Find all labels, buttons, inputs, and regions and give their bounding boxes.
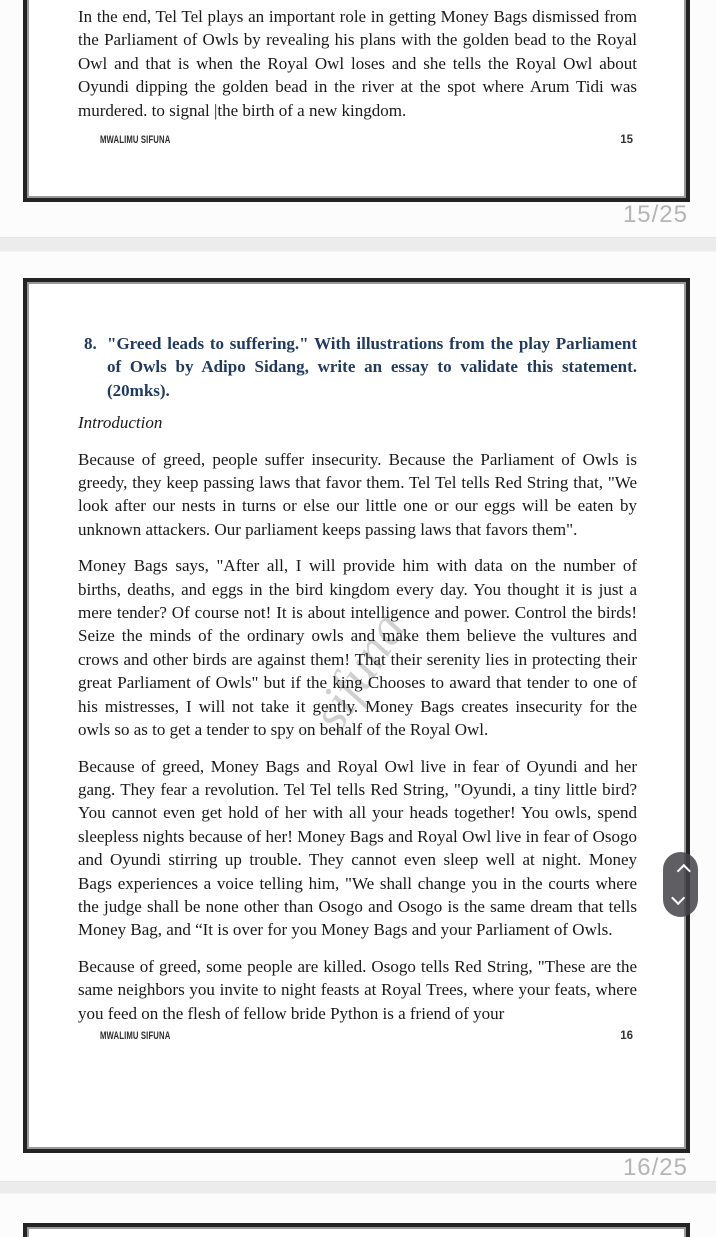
question-text: "Greed leads to suffering." With illustrations from the play Parliament of Owls by Adipo Sidang, write an essay to validate this statement. (20mks). bbox=[107, 334, 637, 400]
page-15-footer-page-number: 15 bbox=[620, 134, 633, 147]
introduction-label: Introduction bbox=[78, 413, 163, 433]
page-16-footer-page-number: 16 bbox=[620, 1029, 633, 1042]
page-position-indicator-15: 15/25 bbox=[622, 201, 688, 228]
page-17 bbox=[23, 1223, 690, 1237]
page-15-footer bbox=[78, 134, 637, 146]
page-16-footer bbox=[78, 1030, 637, 1042]
essay-paragraph: Because of greed, Money Bags and Royal Owl live in fear of Oyundi and her gang. They fear a revolution. Tel Tel tells Red String, "Oyundi, a tiny little bird? You cannot even get hold of her with all your heads together! You owls, spend sleepless nights because of her! Money Bags and Royal Owl live in fear of Osogo and Oyundi stirring up trouble. They cannot even sleep well at night. Money Bags experiences a voice telling him, "We shall change you in the courts where the judge shall be none other than Osogo and Osogo is the same dream that tells Money Bag, and “It is over for you Money Bags and your Parliament of Owls. bbox=[78, 756, 637, 940]
scroll-down-button[interactable] bbox=[670, 889, 692, 907]
scroll-widget bbox=[663, 852, 698, 917]
page-gap-band bbox=[0, 237, 716, 252]
essay-paragraph: Money Bags says, "After all, I will provide him with data on the number of births, deaths, and eggs in the bird kingdom every day. You thought it is just a mere tender? Of course not! It is about intelligence and power. Control the birds! Seize the minds of the ordinary owls and make them believe the vultures and crows and other birds are against them! That their serenity lies in protecting their great Parliament of Owls" but if the king Chooses to award that tender to one of his mistresses, I will not take it gently. Money Bags creates insecurity for the owls so as to get a tender to spy on behalf of the Royal Owl. bbox=[78, 556, 637, 740]
chevron-down-icon bbox=[671, 891, 685, 905]
page-16-footer-author: MWALIMU SIFUNA bbox=[100, 1029, 171, 1042]
scroll-up-button[interactable] bbox=[670, 862, 692, 880]
essay-paragraph: Because of greed, people suffer insecurity. Because the Parliament of Owls is greedy, they keep passing laws that favor them. Tel Tel tells Red String that, "We look after our nests in turns or else our little one or our eggs will be eaten by unknown attackers. Our parliament keeps passing laws that favors them". bbox=[78, 449, 637, 539]
page-position-indicator-16: 16/25 bbox=[622, 1154, 688, 1181]
question-heading bbox=[78, 332, 637, 402]
question-number: 8. bbox=[84, 334, 97, 353]
page-15-body-paragraph: In the end, Tel Tel plays an important role in getting Money Bags dismissed from the Parliament of Owls by revealing his plans with the golden bead to the Royal Owl and that is when the Royal Owl loses and she tells the Royal Owl about Oyundi dipping the golden bead in the river at the spot where Arum Tidi was murdered. to signal |the birth of a new kingdom. bbox=[78, 7, 637, 120]
page-gap-band bbox=[0, 1181, 716, 1194]
page-16 bbox=[23, 278, 690, 1153]
page-15-footer-author: MWALIMU SIFUNA bbox=[100, 134, 171, 147]
page-15 bbox=[23, 0, 690, 202]
watermark-text: sifuna bbox=[301, 602, 417, 741]
chevron-up-icon bbox=[676, 864, 690, 878]
essay-paragraph: Because of greed, some people are killed. Osogo tells Red String, "These are the same neighbors you invite to night feasts at Royal Trees, where your feats, where you feed on the flesh of fellow bride Python is a friend of your bbox=[78, 956, 637, 1023]
